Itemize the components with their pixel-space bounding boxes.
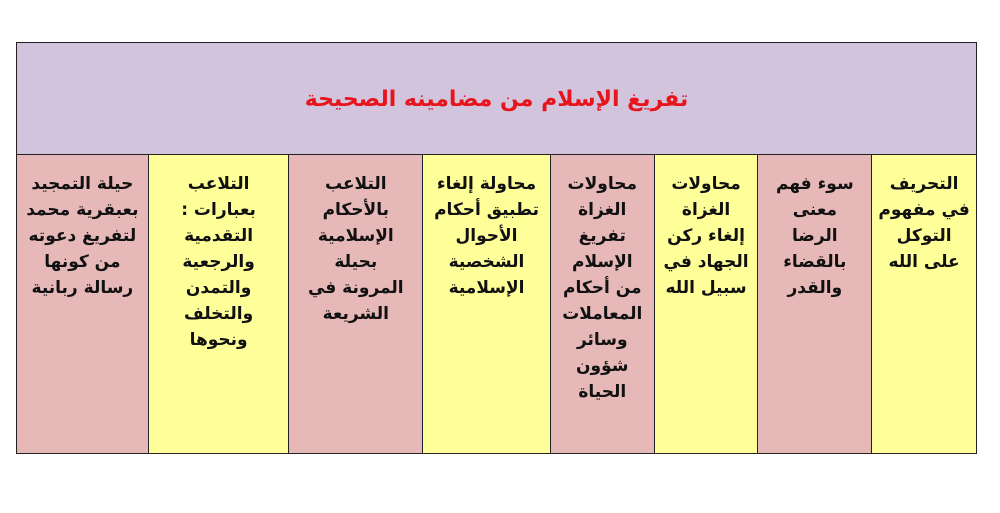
column-4 xyxy=(550,155,654,453)
table-header xyxy=(17,43,976,155)
column-8-text: حيلة التمجيد بعبقرية محمد لتفريغ دعوته من كونها رسالة ربانية xyxy=(26,174,139,298)
column-7 xyxy=(148,155,289,453)
column-4-text: محاولات الغزاة تفريغ الإسلام من أحكام المعاملات وسائر شؤون الحياة xyxy=(562,174,643,402)
column-3 xyxy=(654,155,758,453)
columns-row xyxy=(17,155,976,453)
column-3-text: محاولات الغزاة إلغاء ركن الجهاد في سبيل الله xyxy=(663,174,749,298)
column-1 xyxy=(871,155,976,453)
table-frame xyxy=(16,42,977,454)
column-6-text: التلاعب بالأحكام الإسلامية بحيلة المرونة في الشريعة xyxy=(307,174,404,324)
column-5-text: محاولة إلغاء تطبيق أحكام الأحوال الشخصية الإسلامية xyxy=(434,174,539,298)
column-6 xyxy=(288,155,422,453)
column-8 xyxy=(17,155,148,453)
column-2-text: سوء فهم معنى الرضا بالقضاء والقدر xyxy=(776,174,854,298)
column-7-text: التلاعب بعبارات : التقدمية والرجعية والتمدن والتخلف ونحوها xyxy=(181,174,256,350)
column-5 xyxy=(422,155,550,453)
column-1-text: التحريف في مفهوم التوكل على الله xyxy=(878,174,970,272)
column-2 xyxy=(757,155,871,453)
table-title: تفريغ الإسلام من مضامينه الصحيحة xyxy=(304,87,689,112)
